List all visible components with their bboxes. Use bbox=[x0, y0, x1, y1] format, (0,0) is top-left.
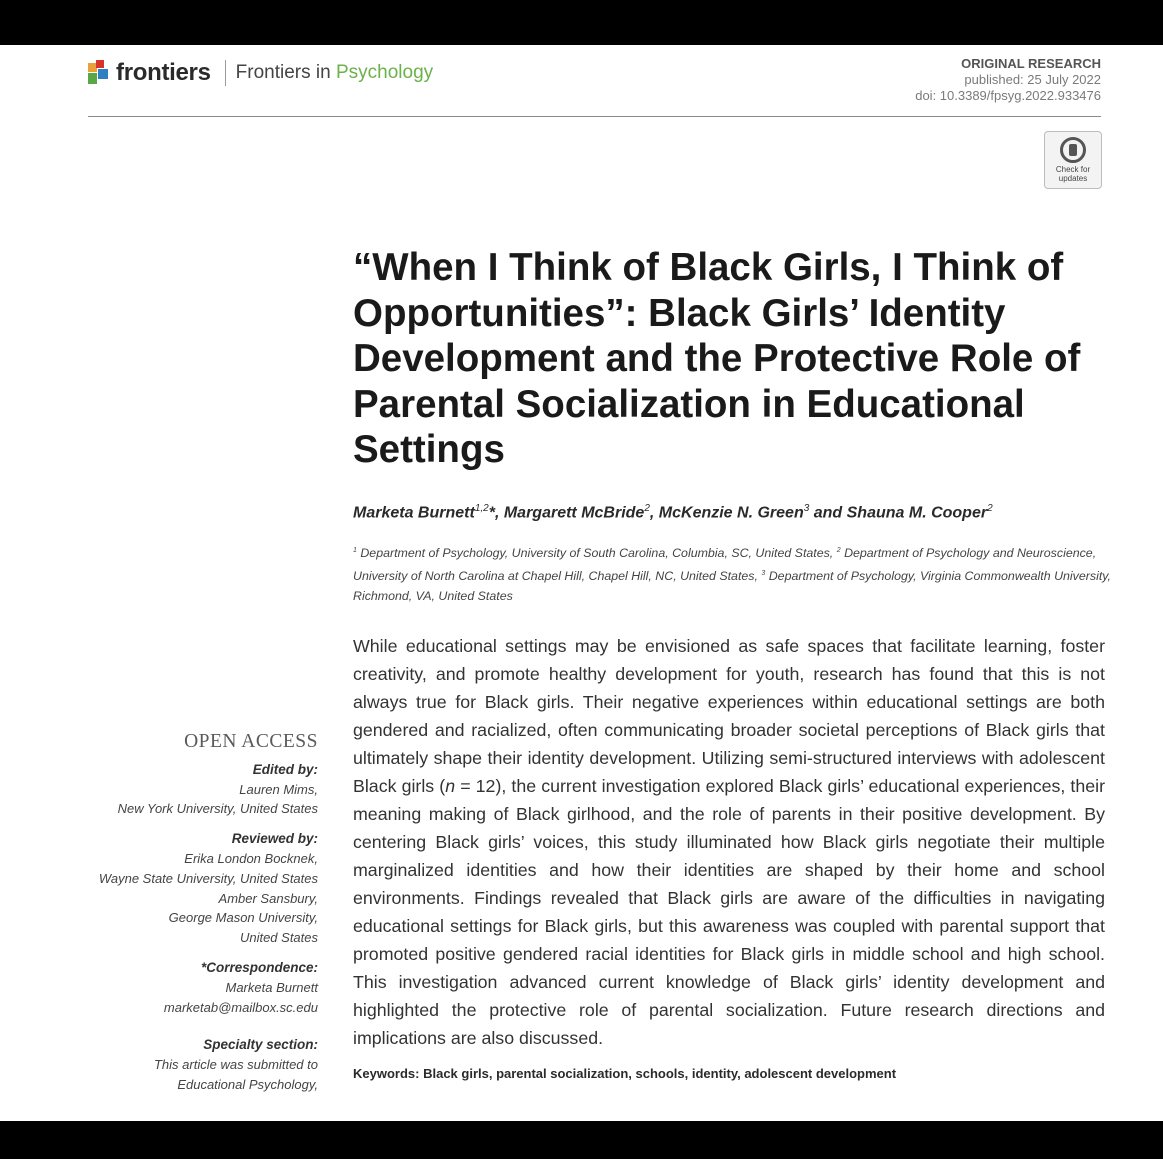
logo-divider bbox=[225, 60, 226, 86]
author[interactable]: Marketa Burnett bbox=[353, 504, 475, 522]
frontiers-logo[interactable] bbox=[86, 58, 433, 88]
reviewer-name: Amber Sansbury, bbox=[218, 890, 318, 906]
doi[interactable]: doi: 10.3389/fpsyg.2022.933476 bbox=[915, 88, 1101, 103]
author-list: Marketa Burnett$^{1,2}$*, Margarett McBride$^2$, McKenzie N. Green$^3$ and Shauna M. Cooper$^2$ bbox=[353, 503, 993, 522]
article-sidebar bbox=[60, 732, 318, 1095]
article-meta bbox=[915, 56, 1101, 104]
specialty-text: This article was submitted to bbox=[153, 1057, 318, 1073]
edited-by-heading: Edited by: bbox=[252, 761, 318, 777]
correspondence-name: Marketa Burnett bbox=[225, 979, 318, 995]
affiliations: $^1$ Department of Psychology, University of South Carolina, Columbia, SC, United States, $^2$ Department of Psychology and Neuroscience, University of North Carolina at Chapel Hill, Chapel Hill, NC, United States, $^3$ Department of Psychology, Virginia Commonwealth University, Richmond, VA, United States bbox=[353, 546, 1111, 604]
published-date: published: 25 July 2022 bbox=[964, 72, 1101, 87]
author[interactable]: Margarett McBride bbox=[503, 504, 645, 522]
reviewer-affiliation: George Mason University, bbox=[168, 910, 318, 926]
frontiers-logo-icon bbox=[86, 60, 110, 86]
abstract: While educational settings may be envisioned as safe spaces that facilitate learning, foster creativity, and promote healthy development for youth, research has found that this is not always true for Black girls. Their negative experiences within educational settings are both gendered and racialized, often communicating broader societal perceptions of Black girls that ultimately shape their identity development. Utilizing semi-structured interviews with adolescent Black girls (n = 12), the current investigation explored Black girls’ educational experiences, their meaning making of Black girlhood, and the role of parents in their positive development. By centering Black girls’ voices, this study illuminated how Black girls negotiate their multiple marginalized identities and how their identities are shaped by their home and school environments. Findings revealed that Black girls are aware of the difficulties in navigating educational settings for Black girls, but this awareness was coupled with parental support that promoted positive gendered racial identities for Black girls in middle school and high school. This investigation advanced current knowledge of Black girls’ identity development and highlighted the protective role of parental socialization. Future research directions and implications are also discussed. bbox=[353, 636, 1106, 1048]
bottom-black-bar bbox=[0, 1121, 1163, 1159]
top-black-bar bbox=[0, 0, 1163, 45]
specialty-section-heading: Specialty section: bbox=[203, 1037, 318, 1053]
editor-name: Lauren Mims, bbox=[239, 781, 318, 797]
author[interactable]: McKenzie N. Green bbox=[658, 504, 804, 522]
journal-name: Frontiers in Psychology bbox=[235, 62, 434, 83]
author[interactable]: Shauna M. Cooper bbox=[846, 504, 988, 522]
article-type: ORIGINAL RESEARCH bbox=[961, 56, 1101, 71]
reviewed-by-heading: Reviewed by: bbox=[231, 831, 318, 847]
frontiers-brand: frontiers bbox=[116, 59, 211, 86]
reviewer-affiliation: Wayne State University, United States bbox=[98, 870, 318, 886]
keywords: Keywords: Black girls, parental socialization, schools, identity, adolescent development bbox=[353, 1066, 897, 1081]
check-updates-label: Check for updates bbox=[1055, 165, 1091, 183]
article-title: “When I Think of Black Girls, I Think of Opportunities”: Black Girls’ Identity Development and the Protective Role of Parental Socialization in Educational Settings bbox=[353, 246, 1081, 471]
editor-affiliation: New York University, United States bbox=[117, 801, 318, 817]
specialty-text: Educational Psychology, bbox=[177, 1076, 318, 1092]
correspondence-email[interactable]: marketab@mailbox.sc.edu bbox=[163, 999, 318, 1015]
check-updates-icon bbox=[1060, 137, 1086, 163]
header-rule bbox=[88, 116, 1101, 117]
correspondence-heading: *Correspondence: bbox=[200, 959, 318, 975]
reviewer-affiliation: United States bbox=[239, 930, 318, 946]
check-for-updates-button[interactable] bbox=[1044, 131, 1102, 189]
open-access-label: OPEN ACCESS bbox=[184, 731, 318, 752]
reviewer-name: Erika London Bocknek, bbox=[184, 850, 318, 866]
